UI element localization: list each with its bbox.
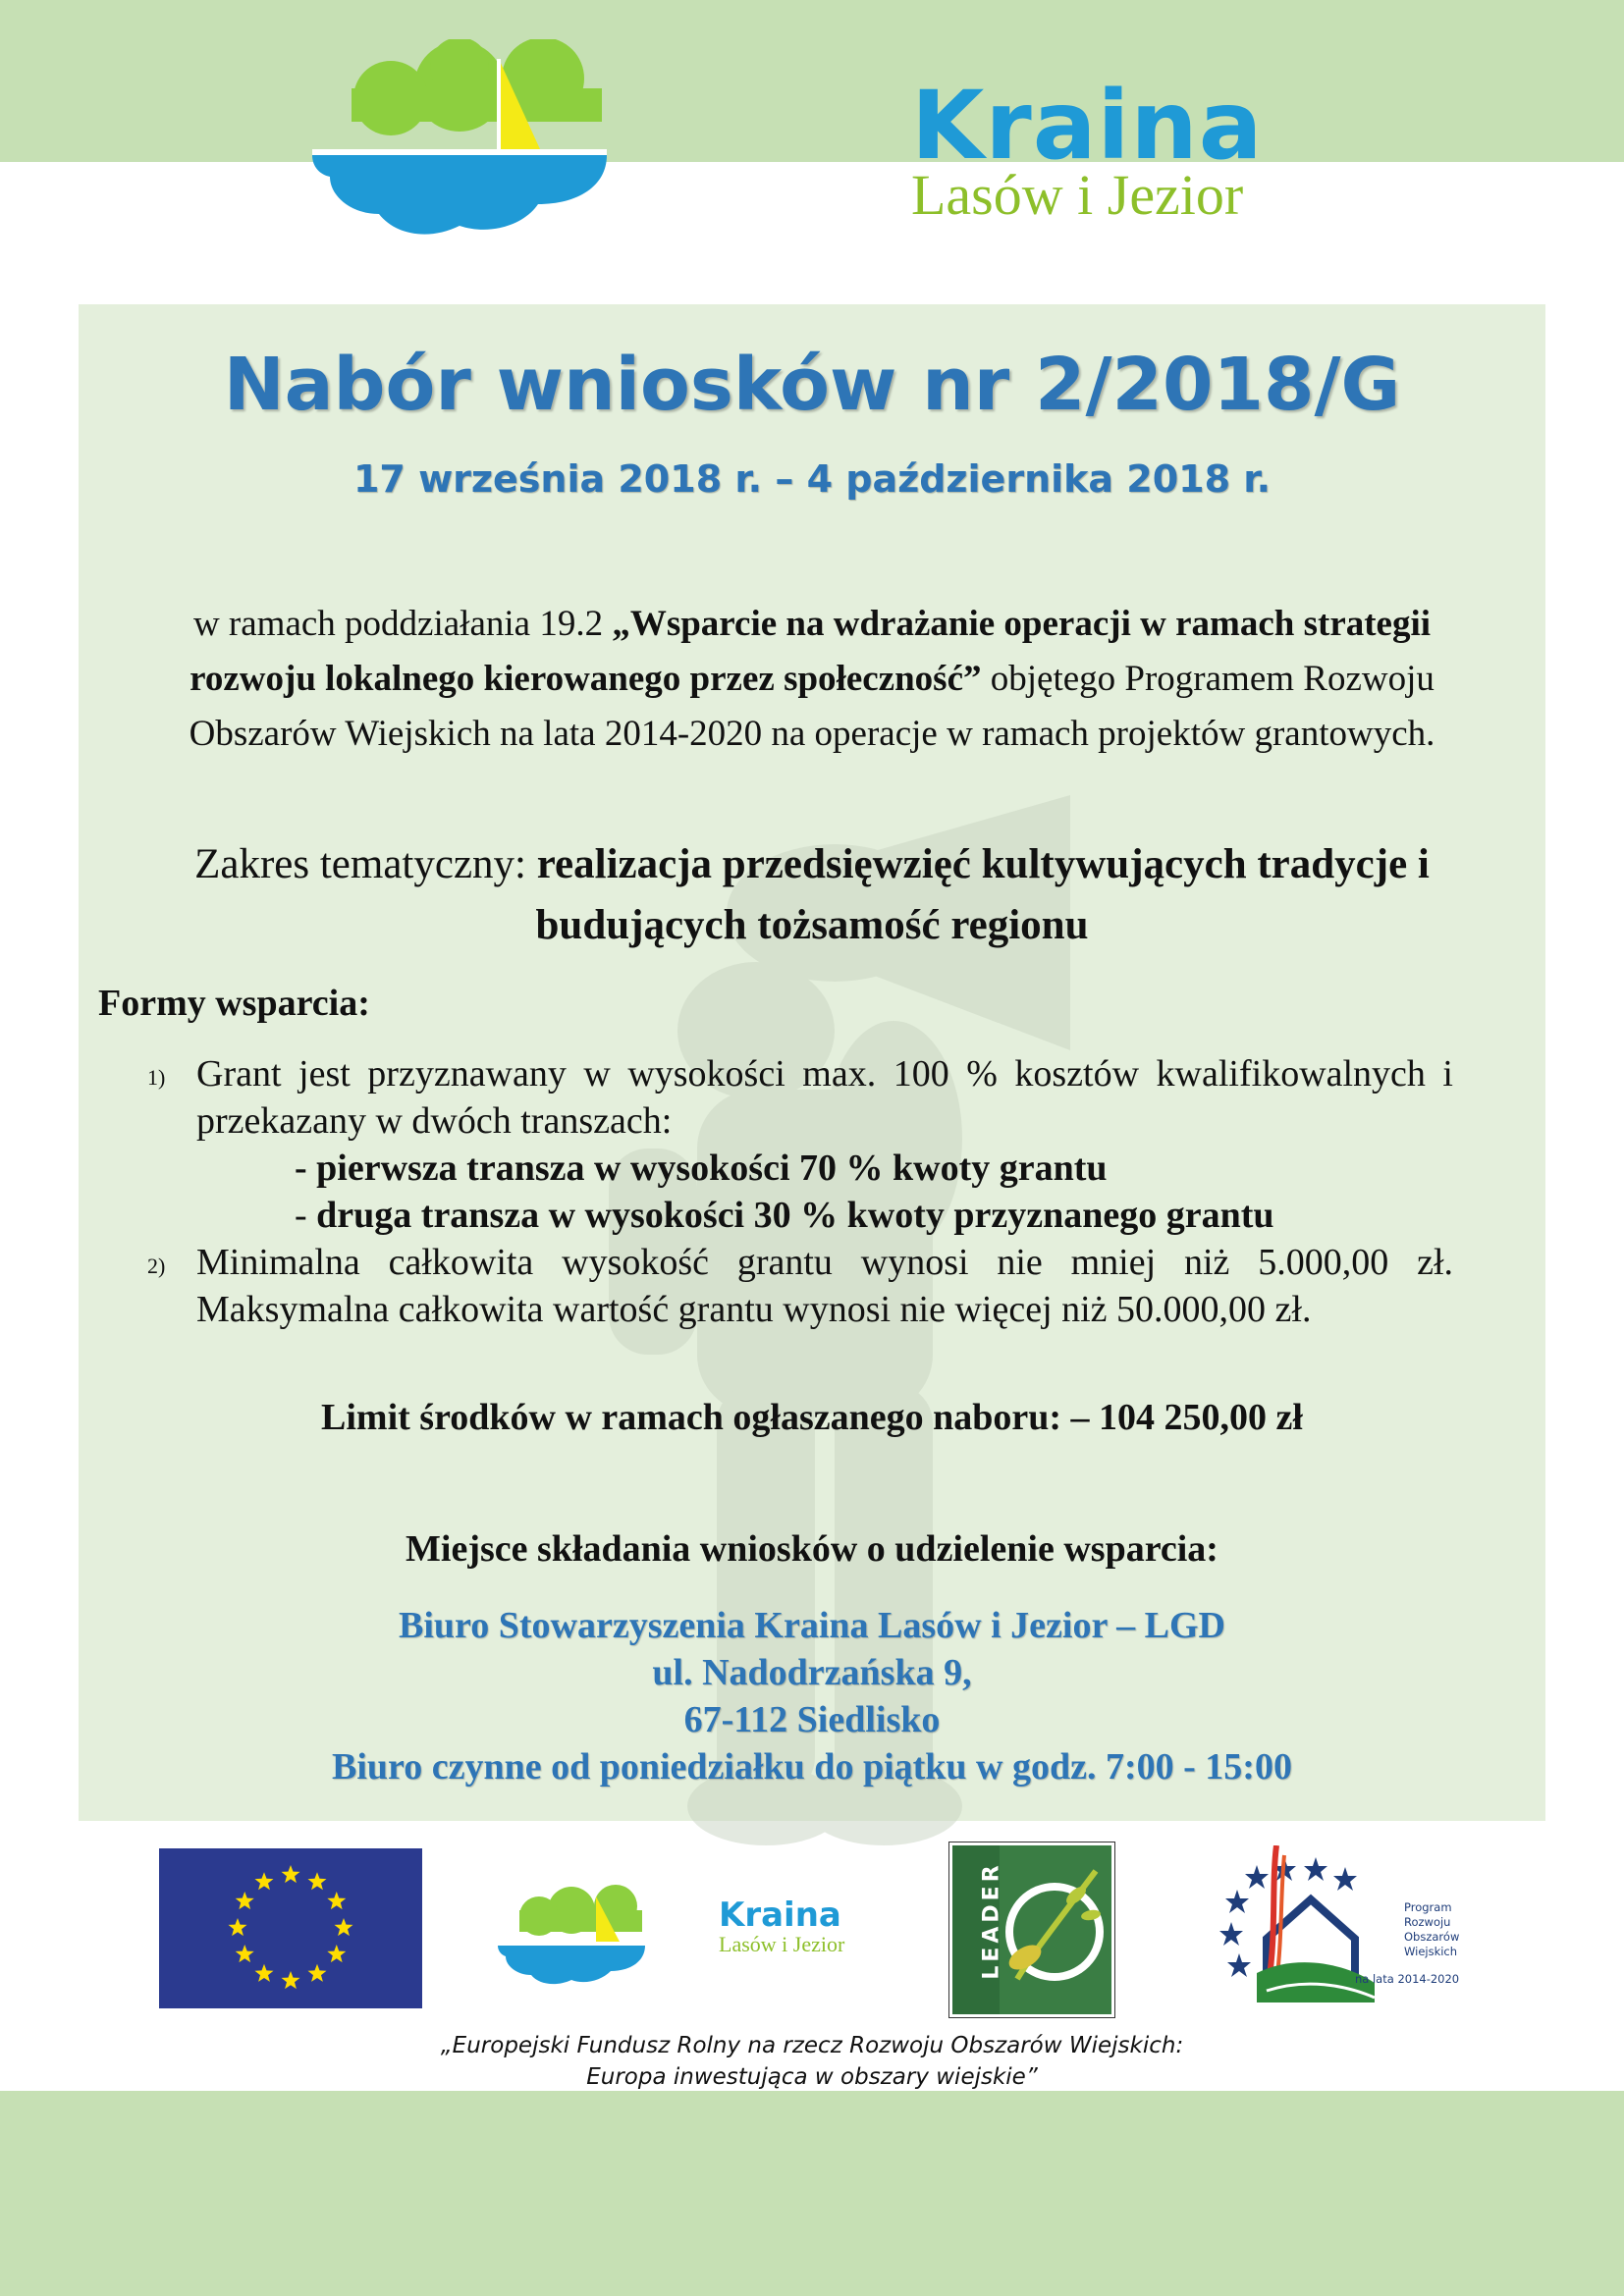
intro-paragraph (137, 597, 1487, 762)
tranche-dash: - (295, 1195, 317, 1236)
scope-value: realizacja przedsięwzięć kultywujących tradycje i budujących tożsamość regionu (535, 841, 1430, 948)
intro-prefix: w ramach poddziałania 19.2 (192, 604, 613, 644)
eu-star-icon (229, 1918, 247, 1936)
eu-star-icon (327, 1892, 346, 1909)
tranche-two-text: druga transza w wysokości 30 % kwoty przyznanego grantu (316, 1195, 1274, 1236)
eu-star-icon (282, 1865, 300, 1883)
bottom-band (0, 2091, 1624, 2296)
prow-line: Wiejskich (1404, 1945, 1458, 1958)
eu-star-icon (327, 1945, 346, 1962)
logo-word: Kraina (911, 71, 1264, 181)
logo-subtitle: Lasów i Jezior (911, 163, 1244, 227)
support-forms-heading: Formy wsparcia: (98, 983, 370, 1024)
eu-star-icon (236, 1945, 254, 1962)
leader-logo-icon (948, 1842, 1115, 2018)
eu-star-icon (236, 1892, 254, 1909)
prow-label (1404, 1900, 1459, 1959)
tranche-one: - pierwsza transza w wysokości 70 % kwoty grantu (295, 1148, 1108, 1189)
eu-star-icon (335, 1918, 353, 1936)
kraina-logo-small (498, 1883, 881, 1991)
list-item (147, 1050, 1453, 1145)
address-line: ul. Nadodrzańska 9, (652, 1652, 972, 1693)
list-item (147, 1239, 1453, 1333)
kraina-logo-icon (498, 1883, 714, 1991)
logo-small-subtitle: Lasów i Jezior (719, 1932, 845, 1956)
list-item-text: Minimalna całkowita wysokość grantu wynosi nie mniej niż 5.000,00 zł. Maksymalna całkowita wartość grantu wynosi nie więcej niż 50.000,00 zł. (196, 1242, 1453, 1330)
funding-limit: Limit środków w ramach ogłaszanego naboru: – 104 250,00 zł (321, 1397, 1303, 1438)
eu-flag-icon (159, 1848, 422, 2008)
address-line: 67-112 Siedlisko (683, 1699, 941, 1740)
tagline-line: Europa inwestująca w obszary wiejskie” (586, 2064, 1038, 2090)
notice-panel (79, 304, 1545, 1821)
list-item-text: Grant jest przyznawany w wysokości max. 100 % kosztów kwalifikowalnych i przekazany w dwóch transzach: (196, 1053, 1453, 1142)
eu-star-icon (308, 1964, 327, 1982)
list-number: 1) (147, 1065, 166, 1090)
eu-star-icon (282, 1971, 300, 1989)
scope-label: Zakres tematyczny: (194, 841, 537, 887)
office-address (79, 1602, 1545, 1790)
tagline-line: „Europejski Fundusz Rolny na rzecz Rozwoju Obszarów Wiejskich: (440, 2033, 1184, 2058)
eu-star-icon (308, 1872, 327, 1890)
thematic-scope (98, 834, 1526, 956)
prow-line: Obszarów (1404, 1930, 1460, 1944)
support-forms-list (147, 1050, 1453, 1333)
eu-star-icon (255, 1964, 274, 1982)
address-line: Biuro Stowarzyszenia Kraina Lasów i Jezior – LGD (399, 1605, 1225, 1646)
footer-tagline (0, 2030, 1624, 2093)
submission-place-heading: Miejsce składania wniosków o udzielenie wsparcia: (406, 1528, 1218, 1570)
logo-small-word: Kraina (719, 1896, 841, 1935)
eu-star-icon (255, 1872, 274, 1890)
prow-line: Program (1404, 1900, 1452, 1914)
list-number: 2) (147, 1254, 166, 1278)
prow-logo-icon (1218, 1845, 1483, 2022)
kraina-logo (312, 39, 1324, 285)
tranche-two (147, 1192, 1453, 1239)
prow-years: na lata 2014-2020 (1355, 1972, 1460, 1986)
leader-label: LEADER (979, 1861, 1004, 1980)
office-hours: Biuro czynne od poniedziałku do piątku w godz. 7:00 - 15:00 (332, 1746, 1292, 1788)
kraina-logo-icon (312, 39, 911, 285)
page-title: Nabór wniosków nr 2/2018/G (223, 343, 1401, 427)
intro-suffix: objętego Programem Rozwoju Obszarów Wiejskich na lata 2014-2020 na operacje w ramach projektów grantowych. (189, 659, 1435, 754)
date-range: 17 września 2018 r. – 4 października 2018 r. (352, 457, 1272, 501)
intro-bold: „Wsparcie na wdrażanie operacji w ramach strategii rozwoju lokalnego kierowanego przez społeczność” (189, 604, 1432, 699)
prow-line: Rozwoju (1404, 1915, 1451, 1929)
